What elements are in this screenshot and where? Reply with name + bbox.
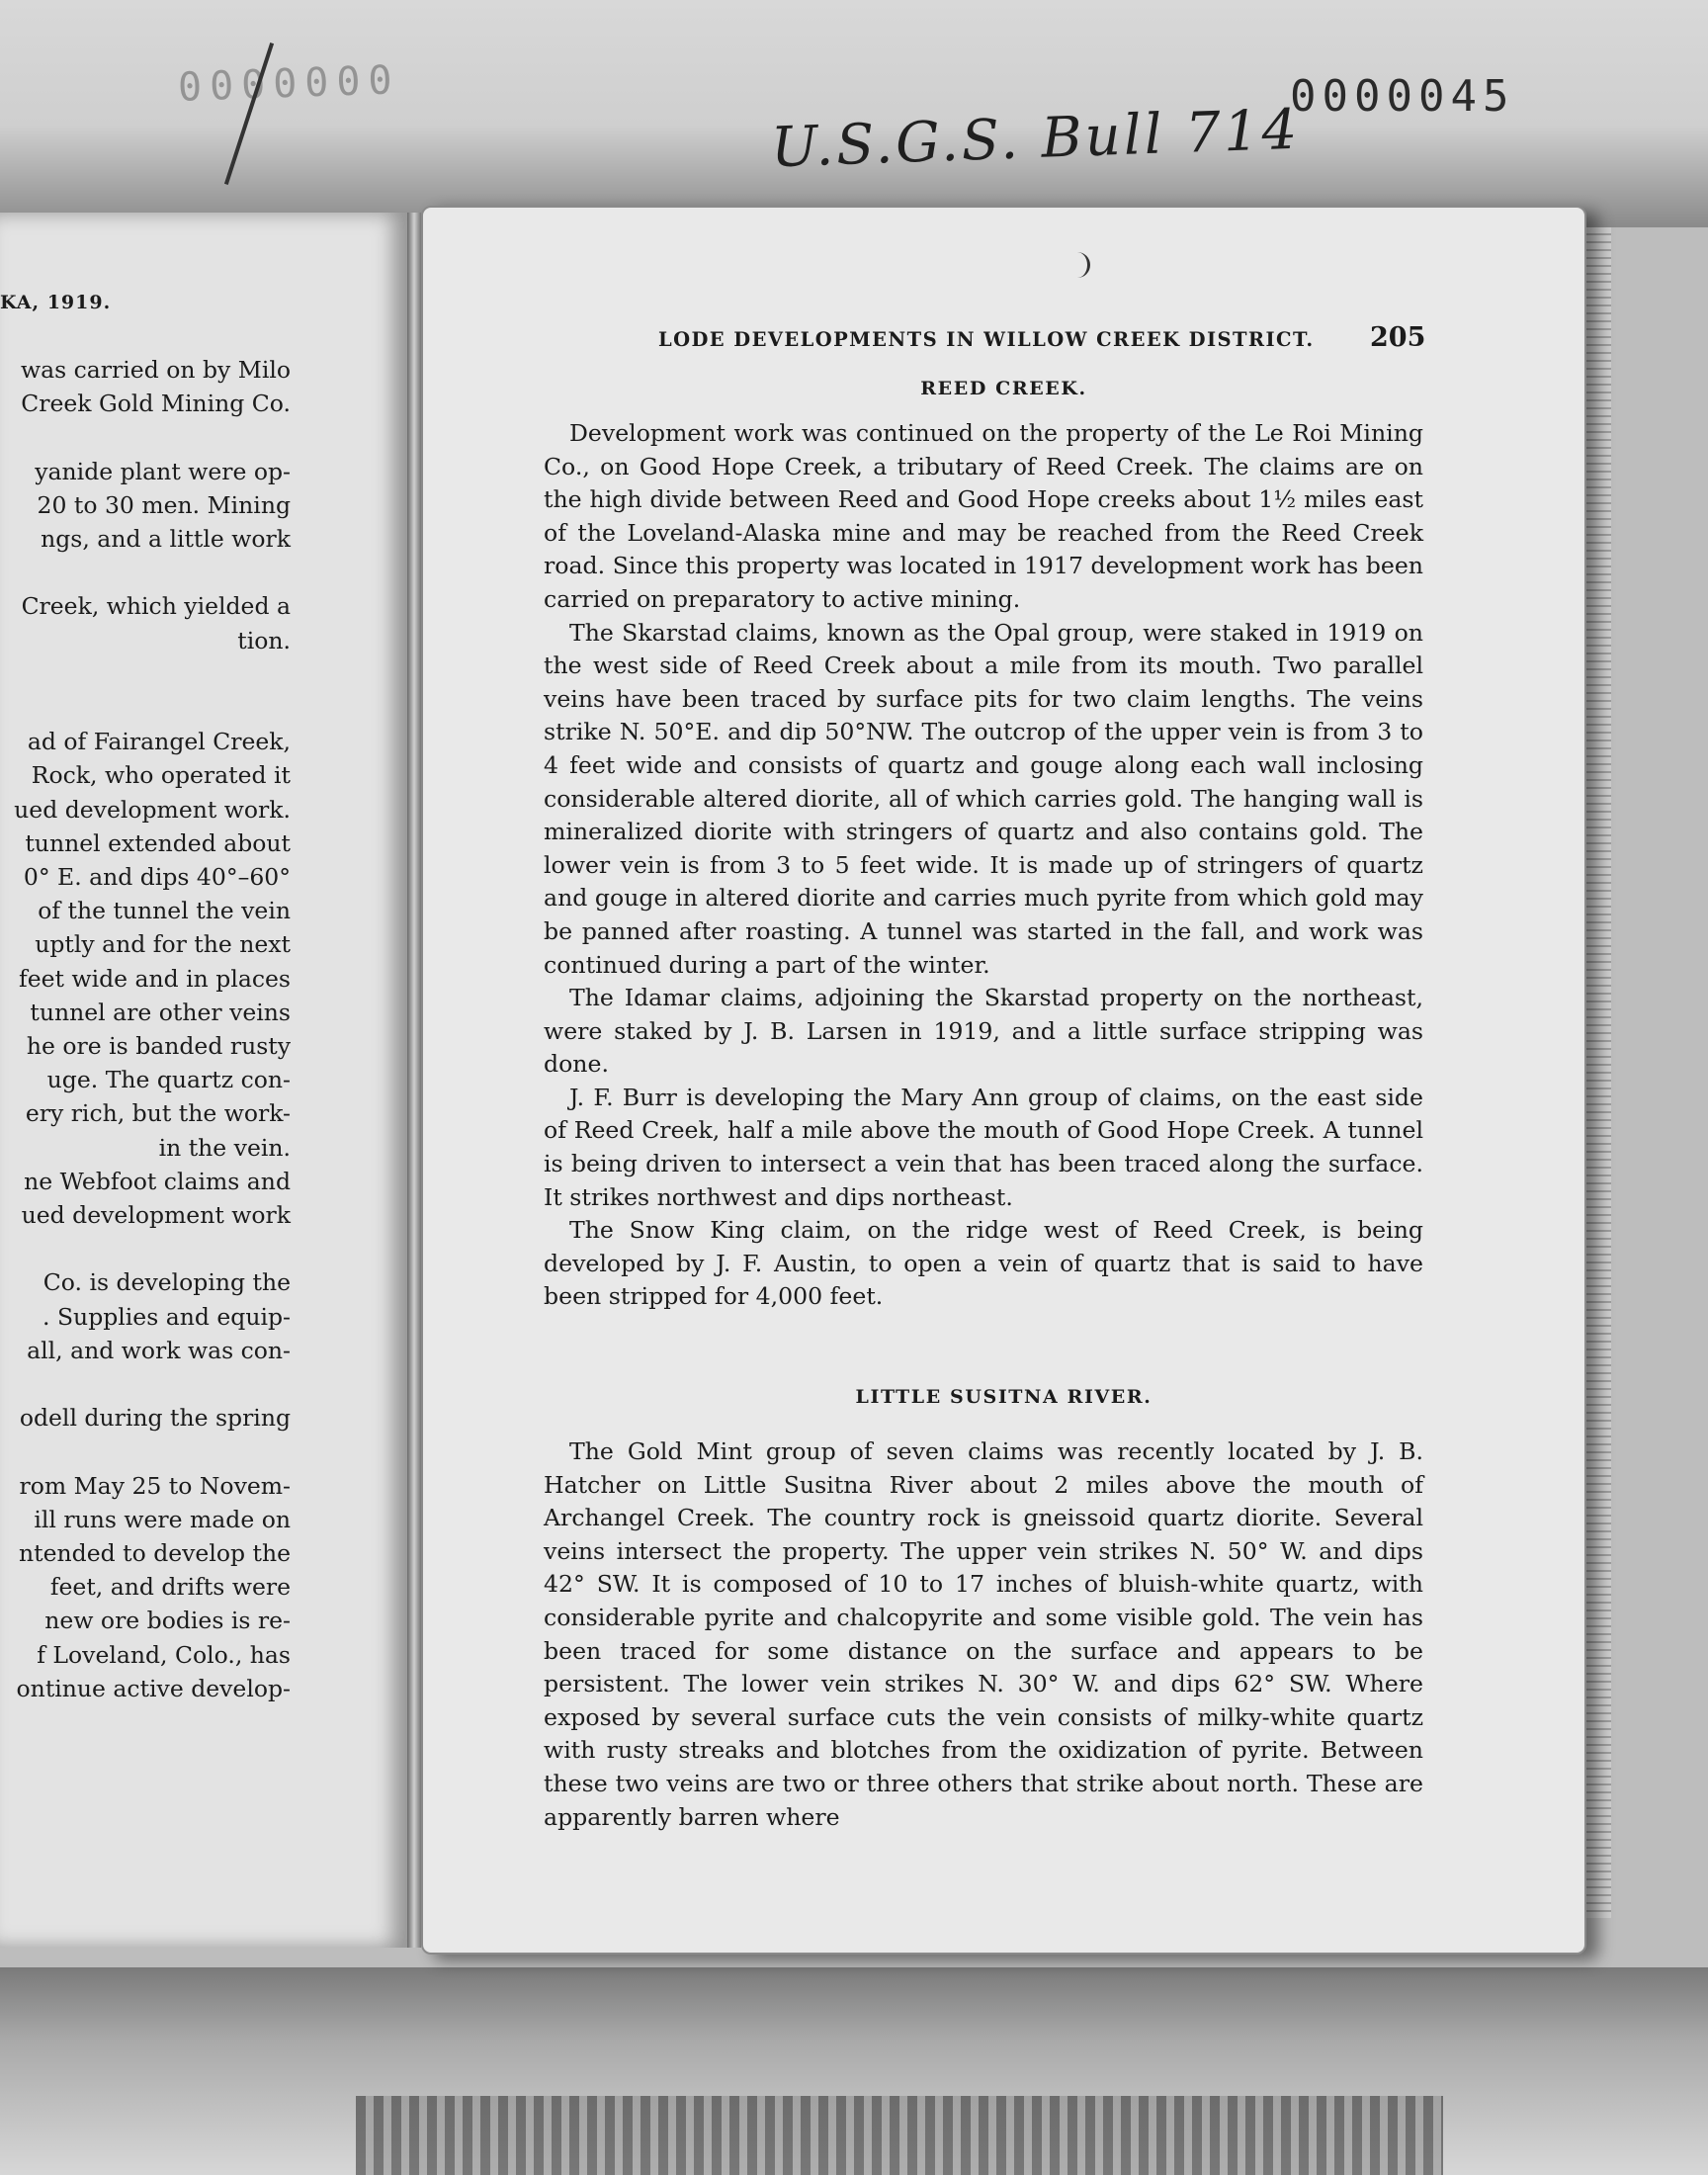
left-text-line: ued development work. — [14, 795, 291, 824]
left-page — [0, 213, 407, 1948]
left-text-line: he ore is banded rusty — [26, 1032, 291, 1060]
left-text-line: of the tunnel the vein — [38, 897, 291, 925]
left-text-line: Creek Gold Mining Co. — [21, 390, 291, 418]
left-text-line: in the vein. — [158, 1133, 291, 1162]
left-text-line: Creek, which yielded a — [21, 592, 291, 621]
left-text-line: yanide plant were op- — [35, 457, 291, 485]
paragraph: J. F. Burr is developing the Mary Ann group of claims, on the east side of Reed Creek, half a mile above the mouth of Good Hope Creek. A tunnel is being driven to intersect a vein that has been traced along the surface. It strikes northwest and dips northeast. — [544, 1083, 1423, 1211]
left-text-line: ne Webfoot claims and — [24, 1167, 291, 1195]
left-text-line: uge. The quartz con- — [46, 1066, 291, 1094]
book-edge-shadow — [356, 2096, 1443, 2175]
paragraph: The Snow King claim, on the ridge west of Reed Creek, is being developed by J. F. Austin, to open a vein of quartz that is said to have been stripped for 4,000 feet. — [544, 1216, 1423, 1311]
left-running-head: KA, 1919. — [0, 292, 112, 313]
left-text-line: tunnel are other veins — [30, 998, 291, 1026]
handwritten-note: U.S.G.S. Bull 714 — [770, 97, 1302, 181]
paragraph: The Skarstad claims, known as the Opal group, were staked in 1919 on the west side of Reed Creek about a mile from its mouth. Two parallel veins have been traced by surface pits for two claim lengths. The veins strike N. 50°E. and dip 50°NW. The outcrop of the upper vein is from 3 to 4 feet wide and consists of quartz and gouge along each wall inclosing considerable altered diorite, all of which carries gold. The hanging wall is mineralized diorite with stringers of quartz and also contains gold. The lower vein is from 3 to 5 feet wide. It is made up of stringers of quartz and gouge in altered diorite and carries much pyrite from which gold may be panned after roasting. A tunnel was started in the fall, and work was continued during a part of the winter. — [544, 618, 1423, 979]
left-text-line: odell during the spring — [19, 1404, 291, 1433]
left-text-line: feet wide and in places — [19, 964, 291, 993]
book-spine — [407, 213, 421, 1948]
left-text-line: 20 to 30 men. Mining — [37, 490, 291, 519]
section-title-little-susitna: LITTLE SUSITNA RIVER. — [855, 1386, 1153, 1408]
section-title-reed-creek: REED CREEK. — [920, 378, 1087, 399]
left-text-line: 0° E. and dips 40°–60° — [23, 863, 291, 891]
left-text-line: tunnel extended about — [25, 828, 291, 857]
left-text-line: new ore bodies is re- — [44, 1607, 291, 1635]
left-text-line: . Supplies and equip- — [43, 1302, 291, 1331]
paragraph: The Idamar claims, adjoining the Skarstad property on the northeast, were staked by J. B. Larsen in 1919, and a little surface stripping was done. — [544, 984, 1423, 1079]
left-text-line: ad of Fairangel Creek, — [27, 728, 291, 756]
left-text-line: ntended to develop the — [19, 1539, 291, 1567]
faint-stamp-number: 0000000 — [177, 57, 401, 111]
left-text-line: Rock, who operated it — [31, 761, 291, 790]
left-text-line: ued development work — [21, 1201, 291, 1229]
page-number: 205 — [1370, 322, 1426, 353]
running-head: LODE DEVELOPMENTS IN WILLOW CREEK DISTRICT. — [658, 328, 1315, 351]
left-text-line: all, and work was con- — [27, 1336, 291, 1364]
left-text-line: feet, and drifts were — [49, 1573, 291, 1602]
paragraph: Development work was continued on the property of the Le Roi Mining Co., on Good Hope Creek, a tributary of Reed Creek. The claims are on the high divide between Reed and Good Hope creeks about 1½ miles east of the Loveland-Alaska mine and may be reached from the Reed Creek road. Since this property was located in 1917 development work has been carried on preparatory to active mining. — [544, 419, 1423, 613]
left-text-line: ill runs were made on — [34, 1505, 291, 1533]
left-text-line: ontinue active develop- — [16, 1674, 291, 1702]
right-page — [421, 206, 1586, 1955]
section-reed-creek-body — [544, 417, 1423, 1314]
left-text-line: ngs, and a little work — [41, 525, 291, 553]
left-text-line: tion. — [237, 626, 291, 654]
left-text-line: rom May 25 to Novem- — [19, 1471, 291, 1500]
paragraph: The Gold Mint group of seven claims was recently located by J. B. Hatcher on Little Susitna River about 2 miles above the mouth of Archangel Creek. The country rock is gneissoid quartz diorite. Several veins intersect the property. The upper vein strikes N. 50° W. and dips 42° SW. It is composed of 10 to 17 inches of bluish-white quartz, with considerable pyrite and chalcopyrite and some visible gold. The vein has been traced for some distance on the surface and appears to be persistent. The lower vein strikes N. 30° W. and dips 62° SW. Where exposed by several surface cuts the vein consists of milky-white quartz with rusty streaks and blotches from the oxidization of pyrite. Between these two veins are two or three others that strike about north. These are apparently barren where — [544, 1437, 1423, 1831]
left-text-line: Co. is developing the — [43, 1268, 291, 1297]
left-text-line: ery rich, but the work- — [25, 1099, 291, 1128]
section-little-susitna-body — [544, 1436, 1423, 1834]
left-text-line: uptly and for the next — [35, 930, 291, 959]
stamp-number: 0000045 — [1290, 71, 1515, 122]
left-text-line: f Loveland, Colo., has — [37, 1640, 291, 1669]
left-text-line: was carried on by Milo — [20, 356, 291, 384]
